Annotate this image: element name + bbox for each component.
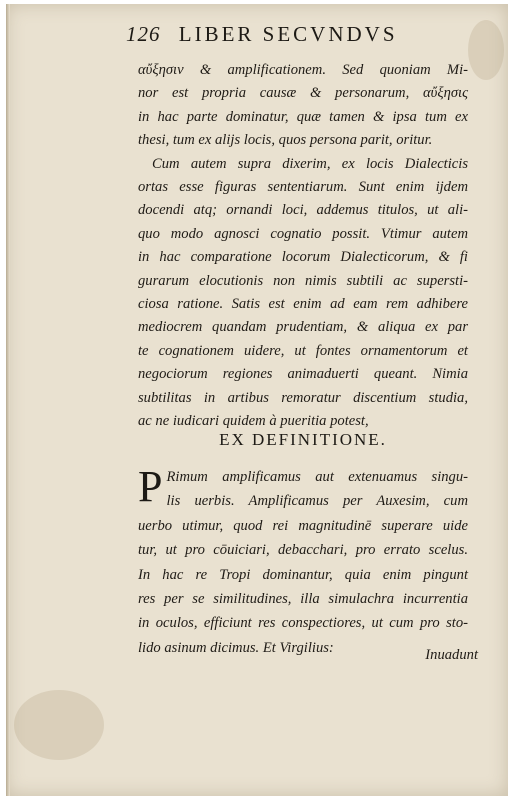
text-line: In hac re Tropi dominantur, quia enim pingunt	[138, 566, 468, 583]
book-title: LIBER SECVNDVS	[178, 22, 398, 46]
text-line: αὔξησιν & amplificationem. Sed quoniam Mi-	[138, 62, 468, 78]
text-line: gurarum elocutionis non nimis subtili ac supersti-	[138, 272, 468, 289]
catchword: Inuadunt	[425, 647, 478, 663]
text-line: Rimum amplificamus aut extenuamus singu-	[166, 469, 468, 485]
text-line: in oculos, efficiunt res conspectiores, ut cum pro sto-	[138, 615, 468, 632]
section-heading: EX DEFINITIONE.	[219, 430, 387, 449]
text-line: docendi atq; ornandi loci, addemus titulos, ut ali-	[138, 202, 468, 219]
text-line: lido asinum dicimus. Et Virgilius:	[138, 639, 334, 656]
body-text-lower	[138, 462, 468, 660]
drop-cap: P	[138, 462, 163, 511]
text-line: tur, ut pro cōuiciari, debacchari, pro errato scelus.	[138, 542, 468, 559]
page-number: 126	[126, 22, 161, 46]
text-line: mediocrem quandam prudentiam, & aliqua ex par	[138, 319, 468, 336]
running-head	[126, 22, 466, 47]
text-line: res per se similitudines, illa simulachra incurrentia	[138, 591, 468, 608]
text-line: ac ne iudicari quidem à pueritia potest,	[138, 413, 369, 430]
paper-stain	[14, 690, 104, 760]
text-line: Cum autem supra dixerim, ex locis Dialecticis	[152, 155, 468, 172]
body-text-upper	[138, 59, 468, 434]
text-line: ciosa ratione. Satis est enim ad eam rem adhibere	[138, 296, 468, 313]
text-line: quo modo agnosci cognatio possit. Vtimur autem	[138, 225, 468, 242]
text-line: negociorum regiones animaduerti queant. Nimia	[138, 366, 468, 383]
paper-stain	[468, 20, 504, 80]
text-line: te cognationem uidere, ut fontes ornamentorum et	[138, 342, 468, 359]
text-line: uerbo utimur, quod rei magnitudinē superare uide	[138, 517, 468, 534]
text-line: subtilitas in artibus remoratur discentium studia,	[138, 389, 468, 406]
text-line: ortas esse figuras sententiarum. Sunt enim ijdem	[138, 179, 468, 196]
text-line: in hac parte dominatur, quæ tamen & ipsa tum ex	[138, 108, 468, 125]
text-line: in hac comparatione locorum Dialecticorum, & fi	[138, 249, 468, 266]
text-line: thesi, tum ex alijs locis, quos persona parit, oritur.	[138, 132, 433, 149]
text-line: nor est propria causæ & personarum, αὔξησις	[138, 85, 468, 102]
page-gutter-edge	[6, 4, 10, 796]
text-line: lis uerbis. Amplificamus per Auxesim, cum	[166, 493, 468, 510]
